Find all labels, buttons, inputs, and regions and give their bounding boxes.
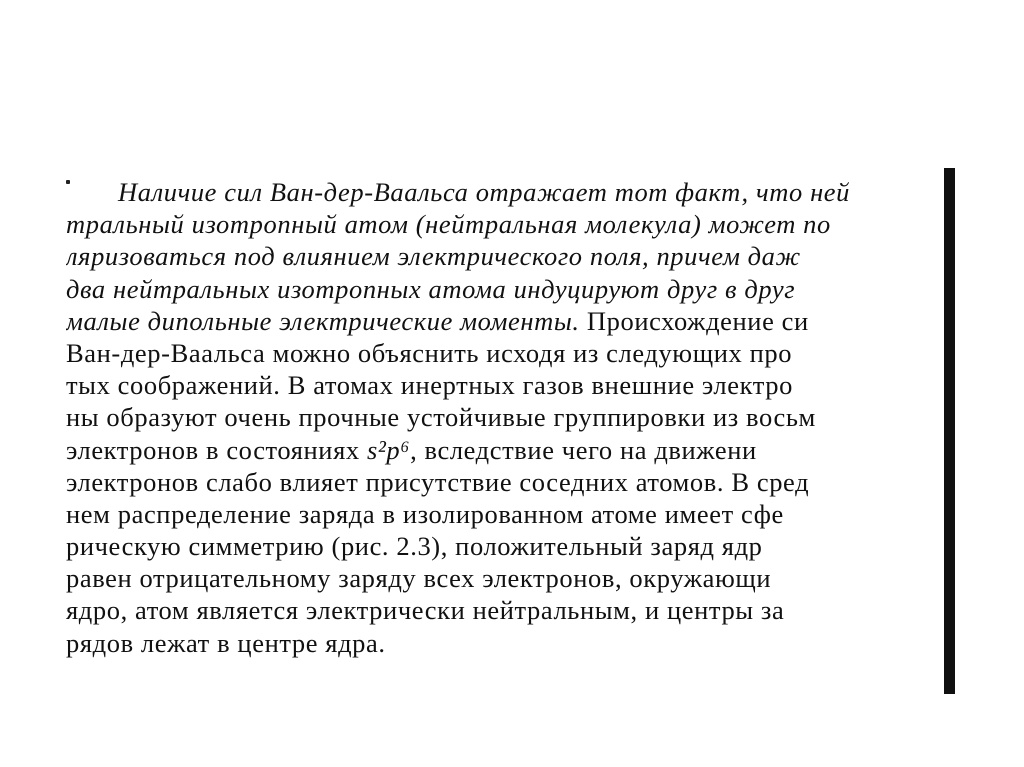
text-line-main: два нейтральных изотропных атома индуцируют друг в друг: [66, 273, 796, 304]
text-line: [66, 562, 946, 594]
text-line: [66, 466, 946, 498]
text-line-main: Ван-дер-Ваальса можно объяснить исходя из следующих про: [66, 337, 793, 368]
text-line-main: тральный изотропный атом (нейтральная молекула) может по: [66, 209, 831, 240]
text-line: [66, 305, 946, 337]
text-line-main: электронов слабо влияет присутствие соседних атомов. В сред: [66, 466, 810, 497]
formula: s²p⁶: [366, 434, 411, 465]
text-line-main: ядро, атом является электрически нейтральным, и центры за: [66, 595, 785, 626]
text-line-main: нем распределение заряда в изолированном атоме имеет сфе: [66, 498, 784, 529]
text-line: [66, 176, 946, 208]
text-line-main: малые дипольные электрические моменты.: [66, 305, 580, 336]
text-line: [66, 208, 946, 240]
text-line: [66, 627, 946, 659]
text-line-main: ляризоваться под влиянием электрического поля, причем даж: [66, 241, 801, 272]
page-edge-shadow: [944, 168, 955, 694]
text-line: [66, 594, 946, 626]
text-line: [66, 337, 946, 369]
text-line-tail: Происхождение си: [579, 305, 809, 336]
text-line-main: Наличие сил Ван-дер-Ваальса отражает тот факт, что ней: [118, 177, 851, 207]
text-line: [66, 240, 946, 272]
text-line: [66, 273, 946, 305]
text-line-main: рядов лежат в центре ядра.: [66, 627, 386, 658]
text-line-main: равен отрицательному заряду всех электронов, окружающи: [66, 563, 772, 594]
text-line: [66, 401, 946, 433]
text-line-main: рическую симметрию (рис. 2.3), положительный заряд ядр: [66, 531, 763, 562]
text-line-main: ны образуют очень прочные устойчивые группировки из восьм: [66, 402, 816, 433]
text-line: [66, 434, 946, 466]
text-line: [66, 498, 946, 530]
text-line-main: тых соображений. В атомах инертных газов внешние электро: [66, 370, 793, 401]
text-line: [66, 369, 946, 401]
text-line-main: электронов в состояниях: [66, 434, 367, 465]
text-line: [66, 530, 946, 562]
text-line-tail: , вследствие чего на движени: [410, 434, 757, 465]
body-text: [66, 176, 946, 696]
